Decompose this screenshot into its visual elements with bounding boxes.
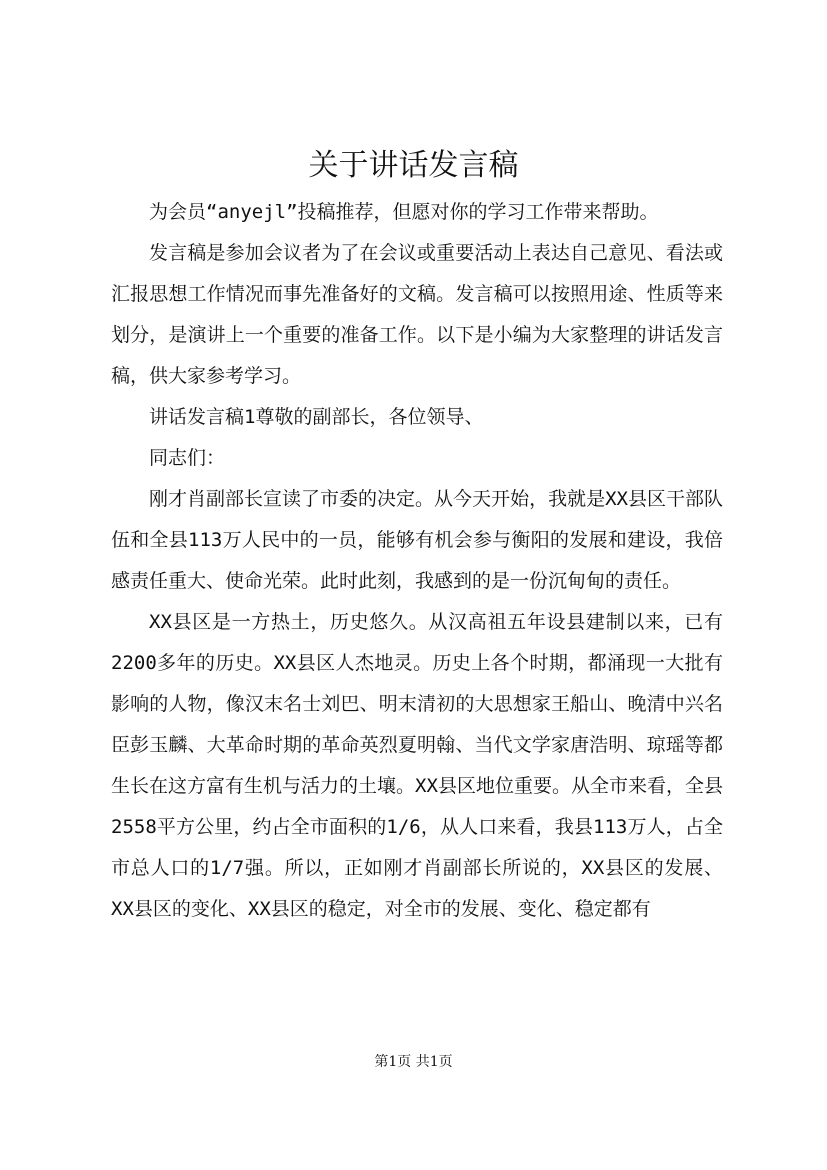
paragraph-history: XX县区是一方热土，历史悠久。从汉高祖五年设县建制以来，已有2200多年的历史。XX县区人杰地灵。历史上各个时期，都涌现一大批有影响的人物，像汉末名士刘巴、明末清初的大思想家王船山、晚清中兴名臣彭玉麟、大革命时期的革命英烈夏明翰、当代文学家唐浩明、琼瑶等都生长在这方富有生机与活力的土壤。XX县区地位重要。从全市来看，全县2558平方公里，约占全市面积的1/6，从人口来看，我县113万人，占全市总人口的1/7强。所以，正如刚才肖副部长所说的，XX县区的发展、XX县区的变化、XX县区的稳定，对全市的发展、变化、稳定都有	[111, 611, 723, 920]
paragraph-definition: 发言稿是参加会议者为了在会议或重要活动上表达自己意见、看法或汇报思想工作情况而事先准备好的文稿。发言稿可以按照用途、性质等来划分，是演讲上一个重要的准备工作。以下是小编为大家整理的讲话发言稿，供大家参考学习。	[111, 242, 723, 387]
paragraph-intro: 为会员“anyejl”投稿推荐，但愿对你的学习工作带来帮助。	[149, 201, 659, 223]
document-body	[111, 192, 723, 930]
paragraph-greeting: 同志们：	[149, 447, 226, 469]
paragraph-salutation: 讲话发言稿1尊敬的副部长，各位领导、	[149, 406, 484, 428]
paragraph-announcement: 刚才肖副部长宣读了市委的决定。从今天开始，我就是XX县区干部队伍和全县113万人民中的一员，能够有机会参与衡阳的发展和建设，我倍感责任重大、使命光荣。此时此刻，我感到的是一份沉甸甸的责任。	[111, 488, 723, 592]
document-title: 关于讲话发言稿	[308, 148, 519, 183]
page-footer: 第1页 共1页	[374, 1054, 453, 1070]
